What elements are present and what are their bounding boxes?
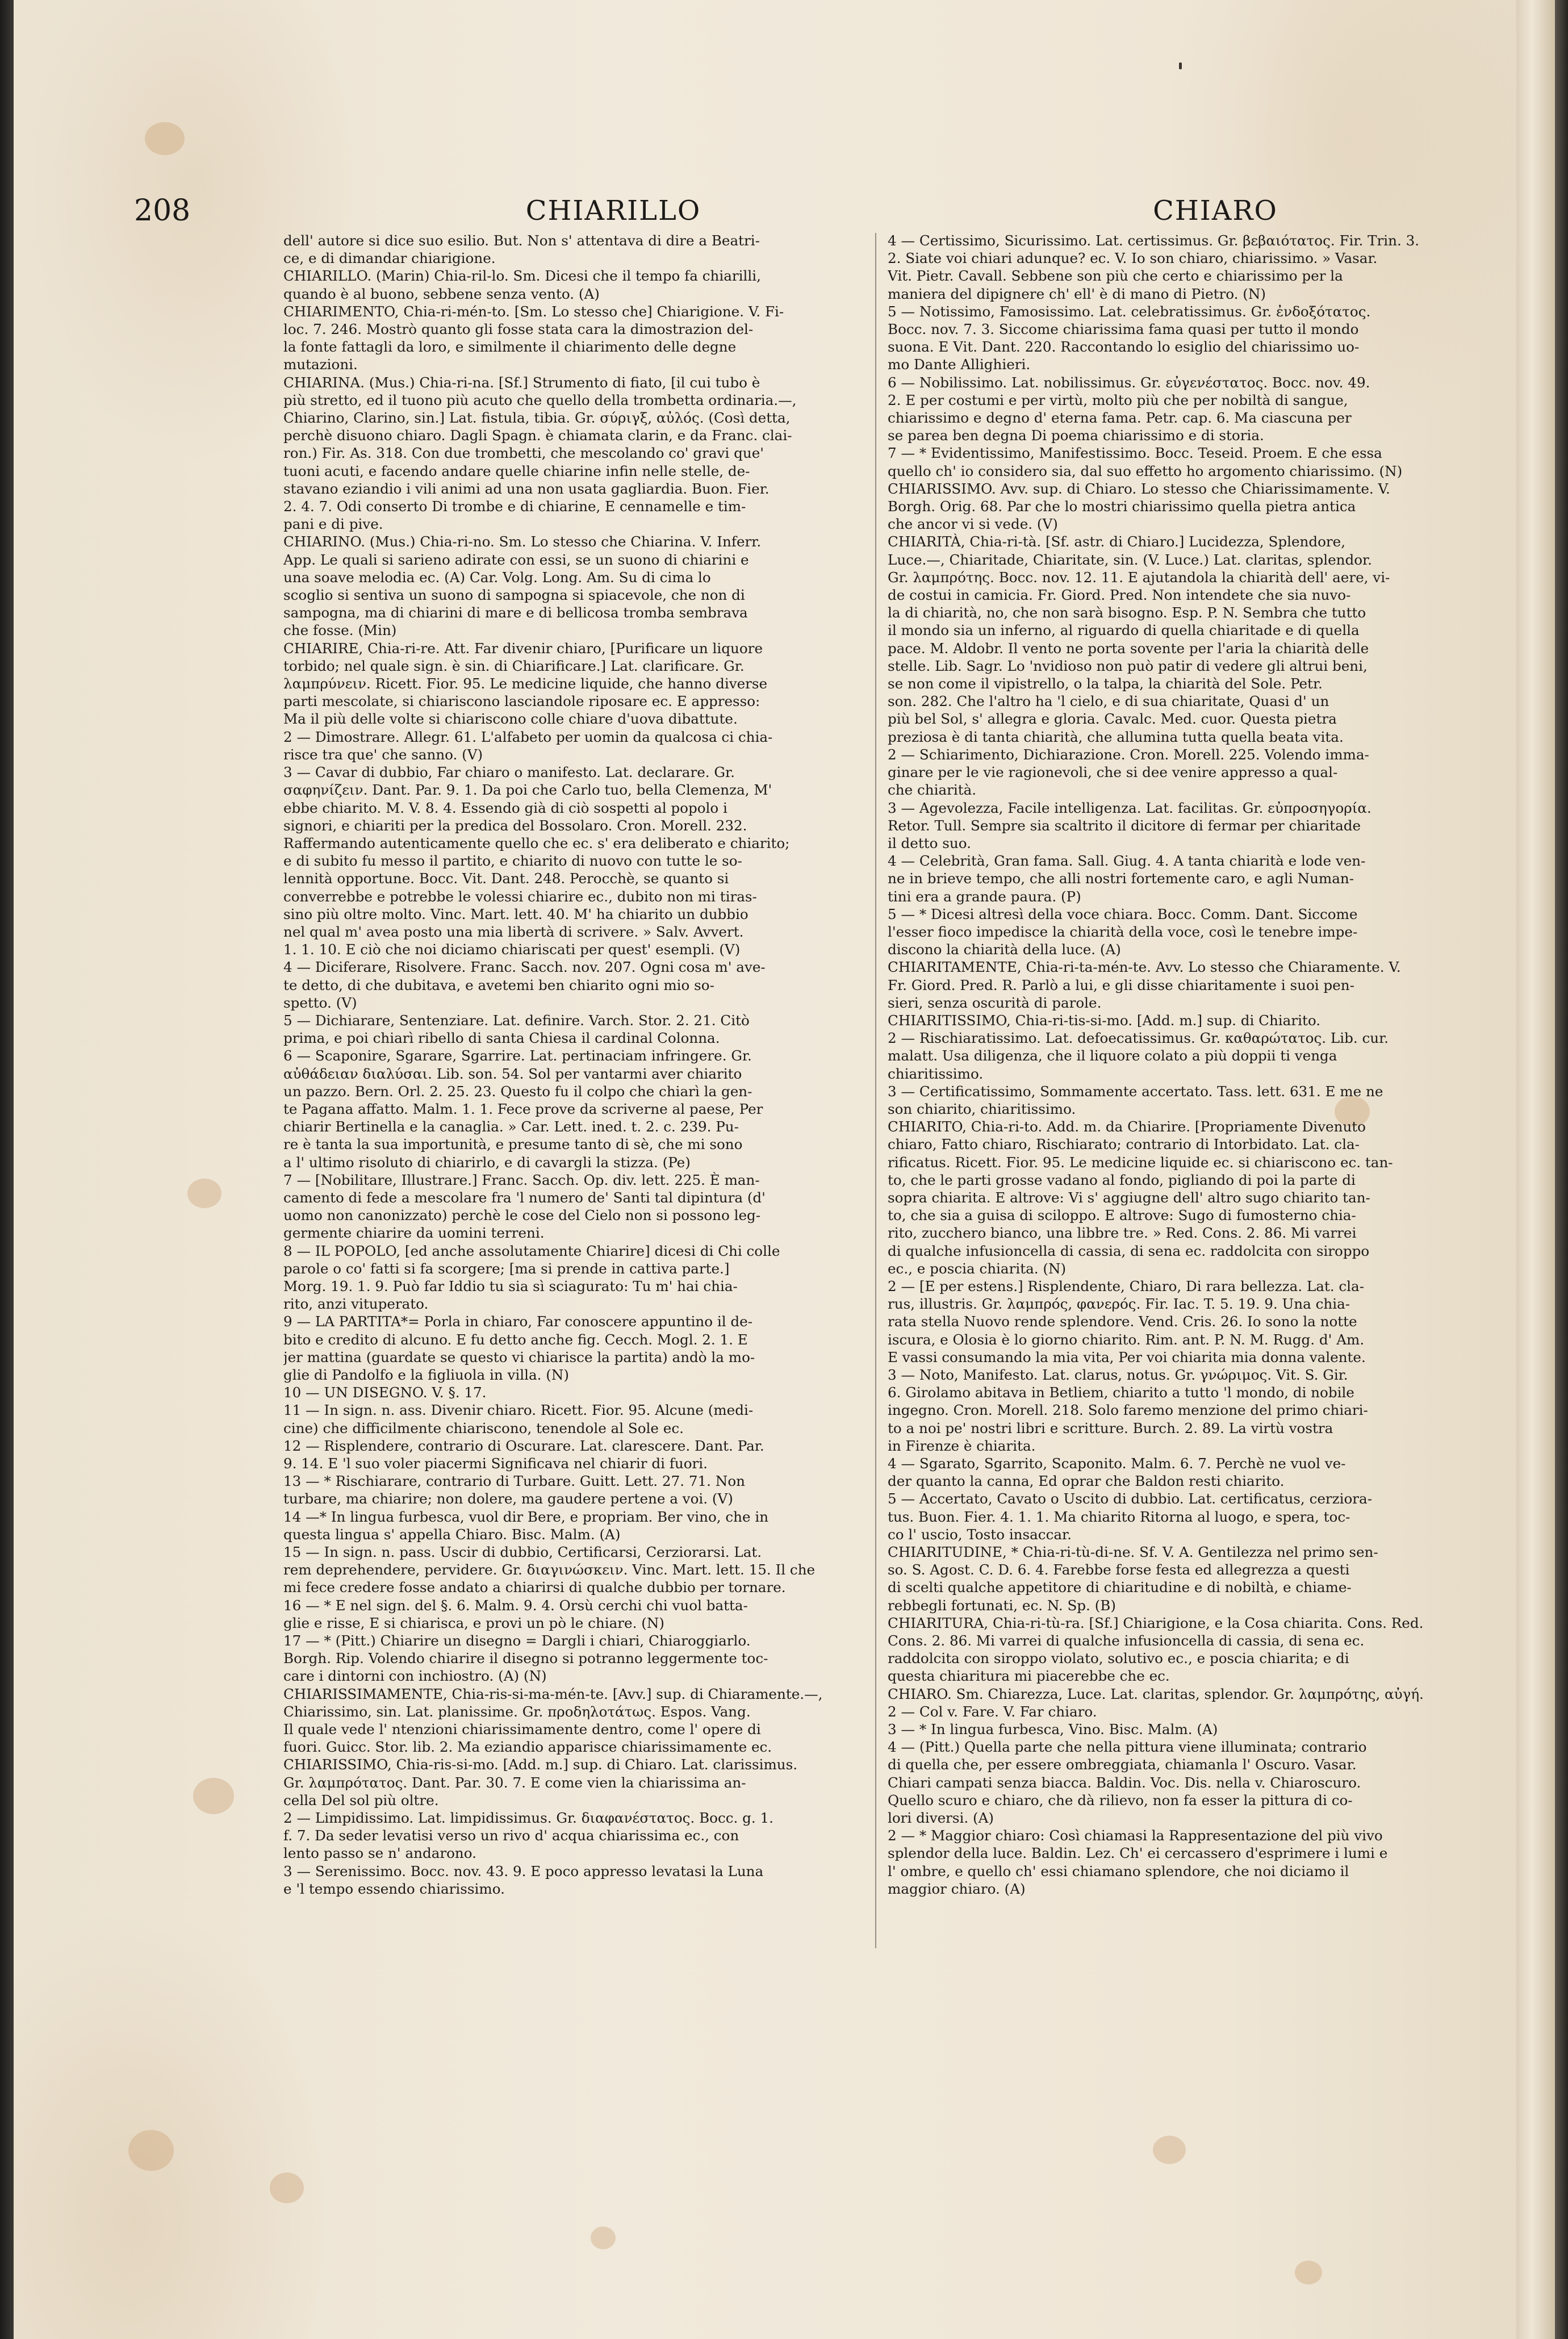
dictionary-text-line: 3 — * In lingua furbesca, Vino. Bisc. Malm. (A) (888, 1721, 1218, 1738)
dictionary-text-line: scoglio si sentiva un suono di sampogna si spiacevole, che non di (283, 587, 745, 604)
dictionary-text-line: 10 — UN DISEGNO. V. §. 17. (283, 1384, 487, 1401)
dictionary-text-line: mutazioni. (283, 356, 358, 373)
dictionary-text-line: 3 — Agevolezza, Facile intelligenza. Lat. facilitas. Gr. εὐπροσηγορία. (888, 799, 1372, 816)
dictionary-text-line: Luce.—, Chiaritade, Chiaritate, sin. (V. Luce.) Lat. claritas, splendor. (888, 551, 1372, 568)
dictionary-text-line: 2 — Schiarimento, Dichiarazione. Cron. Morell. 225. Volendo imma- (888, 746, 1369, 763)
dictionary-text-line: chiarissimo e degno d' eterna fama. Petr. cap. 6. Ma ciascuna per (888, 410, 1352, 427)
dictionary-text-line: Quello scuro e chiaro, che dà rilievo, non fa esser la pittura di co- (888, 1791, 1353, 1808)
dictionary-text-line: chiaritissimo. (888, 1065, 984, 1082)
dictionary-text-line: App. Le quali si sarieno adirate con essi, se un suono di chiarini e (283, 551, 749, 568)
dictionary-text-line: re è tanta la sua importunità, e presume tanto di sè, che mi sono (283, 1136, 743, 1153)
dictionary-text-line: 13 — * Rischiarare, contrario di Turbare. Guitt. Lett. 27. 71. Non (283, 1473, 745, 1490)
dictionary-text-line: 2. 4. 7. Odi conserto Di trombe e di chiarine, E cennamelle e tim- (283, 498, 746, 515)
foxing-spot (1153, 2136, 1186, 2164)
dictionary-text-line: Raffermando autenticamente quello che ec. s' era deliberato e chiarito; (283, 834, 790, 851)
dictionary-text-line: de costui in camicia. Fr. Giord. Pred. Non intendete che sia nuvo- (888, 587, 1351, 604)
dictionary-text-line: rificatus. Ricett. Fior. 95. Le medicine liquide ec. si chiariscono ec. tan- (888, 1154, 1393, 1171)
dictionary-text-line: 4 — Diciferare, Risolvere. Franc. Sacch. nov. 207. Ogni cosa m' ave- (283, 959, 766, 976)
dictionary-text-line: 2. E per costumi e per virtù, molto più che per nobiltà di sangue, (888, 391, 1348, 408)
dictionary-text-line: sopra chiarita. E altrove: Vi s' aggiugne dell' altro sugo chiarito tan- (888, 1189, 1370, 1206)
dictionary-text-line: Fr. Giord. Pred. R. Parlò a lui, e gli disse chiaritamente i suoi pen- (888, 976, 1354, 993)
foxing-spot (270, 2173, 304, 2203)
dictionary-headword-line: CHIARITISSIMO, Chia-ri-tis-si-mo. [Add. m.] sup. di Chiarito. (888, 1012, 1321, 1029)
dictionary-text-line: co l' uscio, Tosto insaccar. (888, 1526, 1072, 1543)
dictionary-text-line: Ma il più delle volte si chiariscono colle chiare d'uova dibattute. (283, 711, 738, 728)
dictionary-text-line: se non come il vipistrello, o la talpa, la chiarità del Sole. Petr. (888, 675, 1323, 692)
dictionary-text-line: to, che le parti grosse vadano al fondo, pigliando di poi la parte di (888, 1171, 1356, 1188)
running-head-right: CHIARO (1153, 195, 1278, 227)
dictionary-text-line: rebbegli fortunati, ec. N. Sp. (B) (888, 1597, 1116, 1614)
dictionary-text-line: 12 — Risplendere, contrario di Oscurare. Lat. clarescere. Dant. Par. (283, 1437, 764, 1454)
dictionary-text-line: jer mattina (guardate se questo vi chiarisce la partita) andò la mo- (283, 1348, 755, 1365)
dictionary-text-line: 17 — * (Pitt.) Chiarire un disegno = Dargli i chiari, Chiaroggiarlo. (283, 1632, 751, 1649)
dictionary-text-line: Bocc. nov. 7. 3. Siccome chiarissima fama quasi per tutto il mondo (888, 321, 1359, 338)
dictionary-text-line: una soave melodia ec. (A) Car. Volg. Long. Am. Su di cima lo (283, 569, 711, 586)
dictionary-text-line: questa chiaritura mi piacerebbe che ec. (888, 1668, 1170, 1685)
dictionary-text-line: sieri, senza oscurità di parole. (888, 994, 1102, 1011)
dictionary-text-line: 4 — (Pitt.) Quella parte che nella pittura viene illuminata; contrario (888, 1739, 1367, 1756)
dictionary-text-line: 5 — * Dicesi altresì della voce chiara. Bocc. Comm. Dant. Siccome (888, 905, 1358, 922)
dictionary-text-line: se parea ben degna Di poema chiarissimo e di storia. (888, 427, 1264, 444)
dictionary-text-line: ec., e poscia chiarita. (N) (888, 1260, 1067, 1277)
left-column (283, 232, 865, 1898)
dictionary-text-line: glie e risse, E si chiarisca, e provi un pò le chiare. (N) (283, 1614, 664, 1631)
dictionary-text-line: suona. E Vit. Dant. 220. Raccontando lo esiglio del chiarissimo uo- (888, 339, 1360, 356)
dictionary-text-line: maggior chiaro. (A) (888, 1880, 1026, 1897)
dictionary-text-line: spetto. (V) (283, 994, 357, 1011)
dictionary-headword-line: CHIARIRE, Chia-ri-re. Att. Far divenir chiaro, [Purificare un liquore (283, 640, 763, 657)
dictionary-text-line: 5 — Accertato, Cavato o Uscito di dubbio. Lat. certificatus, cerziora- (888, 1490, 1373, 1507)
dictionary-text-line: rata stella Nuovo rende splendore. Vend. Cris. 26. Io sono la notte (888, 1313, 1357, 1330)
dictionary-text-line: più stretto, ed il tuono più acuto che quello della trombetta ordinaria.—, (283, 391, 797, 408)
dictionary-text-line: 16 — * E nel sign. del §. 6. Malm. 9. 4. Orsù cerchi chi vuol batta- (283, 1597, 748, 1614)
dictionary-text-line: Chiarino, Clarino, sin.] Lat. fistula, tibia. Gr. σύριγξ, αὐλός. (Così detta, (283, 410, 791, 427)
dictionary-text-line: preziosa è di tanta chiarità, che allumina tutta quella beata vita. (888, 728, 1344, 745)
dictionary-text-line: parole o co' fatti si fa scorgere; [ma si prende in cattiva parte.] (283, 1260, 730, 1277)
dictionary-text-line: Borgh. Rip. Volendo chiarire il disegno si potranno leggermente toc- (283, 1650, 768, 1667)
dictionary-text-line: 7 — * Evidentissimo, Manifestissimo. Bocc. Teseid. Proem. E che essa (888, 445, 1382, 462)
dictionary-headword-line: CHIARILLO. (Marin) Chia-ril-lo. Sm. Dicesi che il tempo fa chiarilli, (283, 268, 761, 285)
column-divider (875, 233, 876, 1948)
dictionary-text-line: pace. M. Aldobr. Il vento ne porta sovente per l'aria la chiarità delle (888, 640, 1369, 657)
dictionary-headword-line: CHIARINA. (Mus.) Chia-ri-na. [Sf.] Strumento di fiato, [il cui tubo è (283, 374, 760, 391)
dictionary-text-line: lento passo se n' andarono. (283, 1845, 476, 1862)
dictionary-text-line: sampogna, ma di chiarini di mare e di bellicosa tromba sembrava (283, 604, 748, 621)
dictionary-text-line: 5 — Dichiarare, Sentenziare. Lat. definire. Varch. Stor. 2. 21. Citò (283, 1012, 750, 1029)
dictionary-text-line: e di subito fu messo il partito, e chiarito di nuovo con tutte le so- (283, 853, 742, 870)
dictionary-text-line: lennità opportune. Bocc. Vit. Dant. 248. Perocchè, se quanto si (283, 870, 729, 887)
dictionary-text-line: te Pagana affatto. Malm. 1. 1. Fece prove da scriverne al paese, Per (283, 1100, 763, 1117)
dictionary-text-line: 3 — Noto, Manifesto. Lat. clarus, notus. Gr. γνώριμος. Vit. S. Gir. (888, 1367, 1348, 1383)
dictionary-text-line: che fosse. (Min) (283, 622, 397, 639)
foxing-spot (1295, 2261, 1322, 2284)
dictionary-text-line: tini era a grande paura. (P) (888, 888, 1081, 905)
dictionary-text-line: 7 — [Nobilitare, Illustrare.] Franc. Sacch. Op. div. lett. 225. È man- (283, 1171, 760, 1188)
dictionary-text-line: λαμπρύνειν. Ricett. Fior. 95. Le medicine liquide, che hanno diverse (283, 675, 768, 692)
dictionary-text-line: rito, zucchero bianco, una libbre tre. » Red. Cons. 2. 86. Mi varrei (888, 1225, 1357, 1242)
dictionary-text-line: 6 — Nobilissimo. Lat. nobilissimus. Gr. εὐγενέστατος. Bocc. nov. 49. (888, 374, 1370, 391)
dictionary-text-line: raddolcita con siroppo violato, solutivo ec., e poscia chiarita; e di (888, 1650, 1349, 1667)
dictionary-text-line: 2 — Limpidissimo. Lat. limpidissimus. Gr. διαφανέστατος. Bocc. g. 1. (283, 1810, 774, 1827)
dictionary-text-line: 2 — [E per estens.] Risplendente, Chiaro, Di rara bellezza. Lat. cla- (888, 1277, 1364, 1294)
dictionary-text-line: Il quale vede l' ntenzioni chiarissimamente dentro, come l' opere di (283, 1721, 761, 1738)
dictionary-text-line: mi fece credere fosse andato a chiarirsi di qualche dubbio per tornare. (283, 1579, 786, 1596)
dictionary-text-line: germente chiarire da uomini terreni. (283, 1225, 545, 1242)
dictionary-text-line: loc. 7. 246. Mostrò quanto gli fosse stata cara la dimostrazion del- (283, 321, 754, 338)
foxing-spot (145, 122, 185, 155)
dictionary-text-line: sino più oltre molto. Vinc. Mart. lett. 40. M' ha chiarito un dubbio (283, 905, 749, 922)
dictionary-text-line: stavano eziandio i vili animi ad una non usata gagliardia. Buon. Fier. (283, 480, 770, 497)
dictionary-text-line: e 'l tempo essendo chiarissimo. (283, 1880, 505, 1897)
background-edge (1555, 0, 1568, 2339)
dictionary-text-line: risce tra que' che sanno. (V) (283, 746, 483, 763)
dictionary-text-line: l' ombre, e quello ch' essi chiamano splendore, che noi diciamo il (888, 1862, 1349, 1879)
dictionary-text-line: f. 7. Da seder levatisi verso un rivo d' acqua chiarissima ec., con (283, 1827, 739, 1844)
dictionary-text-line: splendor della luce. Baldin. Lez. Ch' ei cercassero d'esprimere i lumi e (888, 1845, 1388, 1862)
dictionary-text-line: perchè disuono chiaro. Dagli Spagn. è chiamata clarin, e da Franc. clai- (283, 427, 792, 444)
dictionary-text-line: torbido; nel quale sign. è sin. di Chiarificare.] Lat. clarificare. Gr. (283, 657, 745, 674)
dictionary-text-line: bito e credito di alcuno. E fu detto anche fig. Cecch. Mogl. 2. 1. E (283, 1331, 748, 1348)
dictionary-text-line: αὐθάδειαν διαλύσαι. Lib. son. 54. Sol per vantarmi aver chiarito (283, 1065, 742, 1082)
dictionary-text-line: ebbe chiarito. M. V. 8. 4. Essendo già di ciò sospetti al popolo i (283, 799, 727, 816)
foxing-spot (193, 1778, 234, 1814)
dictionary-text-line: 14 —* In lingua furbesca, vuol dir Bere, e propriam. Ber vino, che in (283, 1508, 769, 1525)
dictionary-text-line: 2 — * Maggior chiaro: Così chiamasi la Rappresentazione del più vivo (888, 1827, 1383, 1844)
dictionary-text-line: iscura, e Olosia è lo giorno chiarito. Rim. ant. P. N. M. Rugg. d' Am. (888, 1331, 1365, 1348)
dictionary-headword-line: CHIARISSIMO, Chia-ris-si-mo. [Add. m.] sup. di Chiaro. Lat. clarissimus. (283, 1756, 798, 1773)
dictionary-headword-line: CHIARINO. (Mus.) Chia-ri-no. Sm. Lo stesso che Chiarina. V. Inferr. (283, 533, 762, 550)
dictionary-text-line: 2. Siate voi chiari adunque? ec. V. Io son chiaro, chiarissimo. » Vasar. (888, 250, 1378, 267)
dictionary-text-line: stelle. Lib. Sagr. Lo 'nvidioso non può patir di vedere gli altrui beni, (888, 657, 1368, 674)
dictionary-text-line: cella Del sol più oltre. (283, 1791, 439, 1808)
dictionary-text-line: ron.) Fir. As. 318. Con due trombetti, che mescolando co' gravi que' (283, 445, 764, 462)
dictionary-text-line: ginare per le vie ragionevoli, che si dee venire appresso a qual- (888, 764, 1338, 781)
dictionary-text-line: care i dintorni con inchiostro. (A) (N) (283, 1668, 547, 1685)
dictionary-text-line: 4 — Certissimo, Sicurissimo. Lat. certissimus. Gr. βεβαιότατος. Fir. Trin. 3. (888, 232, 1420, 249)
foxing-spot (128, 2130, 174, 2171)
dictionary-text-line: camento di fede a mescolare fra 'l numero de' Santi tal dipintura (d' (283, 1189, 766, 1206)
dictionary-text-line: glie di Pandolfo e la figliuola in villa. (N) (283, 1367, 569, 1383)
dictionary-text-line: turbare, ma chiarire; non dolere, ma gaudere pertene a voi. (V) (283, 1490, 733, 1507)
dictionary-text-line: quello ch' io considero sia, dal suo effetto ho argomento chiarissimo. (N) (888, 462, 1403, 479)
running-head-left: CHIARILLO (525, 195, 701, 227)
dictionary-text-line: Gr. λαμπρότης. Bocc. nov. 12. 11. E ajutandola la chiarità dell' aere, vi- (888, 569, 1390, 586)
dictionary-headword-line: CHIARO. Sm. Chiarezza, Luce. Lat. claritas, splendor. Gr. λαμπρότης, αὐγή. (888, 1685, 1424, 1702)
dictionary-text-line: so. S. Agost. C. D. 6. 4. Farebbe forse festa ed allegrezza a questi (888, 1561, 1350, 1578)
dictionary-text-line: rem deprehendere, pervidere. Gr. διαγινώσκειν. Vinc. Mart. lett. 15. Il che (283, 1561, 816, 1578)
dictionary-text-line: Retor. Tull. Sempre sia scaltrito il dicitore di fermar per chiaritade (888, 817, 1361, 834)
binding-edge (0, 0, 14, 2339)
dictionary-text-line: to a noi pe' nostri libri e scritture. Burch. 2. 89. La virtù vostra (888, 1419, 1333, 1436)
dictionary-text-line: parti mescolate, si chiariscono lasciandole riposare ec. E appresso: (283, 693, 760, 710)
dictionary-text-line: fuori. Guicc. Stor. lib. 2. Ma eziandio apparisce chiarissimamente ec. (283, 1739, 772, 1756)
dictionary-text-line: quando è al buono, sebbene senza vento. (A) (283, 285, 600, 302)
dictionary-text-line: to, che sia a guisa di sciloppo. E altrove: Sugo di fumosterno chia- (888, 1207, 1356, 1224)
dictionary-text-line: σαφηνίζειν. Dant. Par. 9. 1. Da poi che Carlo tuo, bella Clemenza, M' (283, 782, 772, 799)
dictionary-text-line: chiarir Bertinella e la canaglia. » Car. Lett. ined. t. 2. c. 239. Pu- (283, 1118, 739, 1135)
dictionary-text-line: signori, e chiariti per la predica del Bossolaro. Cron. Morell. 232. (283, 817, 747, 834)
dictionary-text-line: te detto, di che dubitava, e avetemi ben chiarito ogni mio so- (283, 976, 714, 993)
dictionary-text-line: 6 — Scaponire, Sgarare, Sgarrire. Lat. pertinaciam infringere. Gr. (283, 1047, 752, 1064)
dictionary-text-line: 8 — IL POPOLO, [ed anche assolutamente Chiarire] dicesi di Chi colle (283, 1242, 780, 1259)
foxing-spot (591, 2227, 616, 2249)
dictionary-text-line: son chiarito, chiaritissimo. (888, 1100, 1076, 1117)
dictionary-text-line: E vassi consumando la mia vita, Per voi chiarita mia donna valente. (888, 1348, 1366, 1365)
dictionary-text-line: 9 — LA PARTITA*= Porla in chiaro, Far conoscere appuntino il de- (283, 1313, 753, 1330)
dictionary-text-line: 4 — Celebrità, Gran fama. Sall. Giug. 4. A tanta chiarità e lode ven- (888, 853, 1366, 870)
dictionary-text-line: Vit. Pietr. Cavall. Sebbene son più che certo e chiarissimo per la (888, 268, 1343, 285)
dictionary-text-line: cine) che difficilmente chiariscono, tenendole al Sole ec. (283, 1419, 684, 1436)
dictionary-text-line: dell' autore si dice suo esilio. But. Non s' attentava di dire a Beatri- (283, 232, 760, 249)
dictionary-text-line: son. 282. Che l'altro ha 'l cielo, e di sua chiaritate, Quasi d' un (888, 693, 1329, 710)
dictionary-headword-line: CHIARITO, Chia-ri-to. Add. m. da Chiarire. [Propriamente Divenuto (888, 1118, 1366, 1135)
dictionary-text-line: 2 — Dimostrare. Allegr. 61. L'alfabeto per uomin da qualcosa ci chia- (283, 728, 773, 745)
right-column (888, 232, 1481, 1898)
dictionary-text-line: 2 — Col v. Fare. V. Far chiaro. (888, 1703, 1097, 1720)
page-number: 208 (134, 194, 191, 228)
dictionary-text-line: maniera del dipignere ch' ell' è di mano di Pietro. (N) (888, 285, 1266, 302)
dictionary-text-line: la fonte fattagli da loro, e similmente il chiarimento delle degne (283, 339, 737, 356)
dictionary-text-line: un pazzo. Bern. Orl. 2. 25. 23. Questo fu il colpo che chiarì la gen- (283, 1083, 752, 1100)
dictionary-text-line: 6. Girolamo abitava in Betliem, chiarito a tutto 'l mondo, di nobile (888, 1384, 1354, 1401)
dictionary-text-line: rus, illustris. Gr. λαμπρός, φανερός. Fir. Iac. T. 5. 19. 9. Una chia- (888, 1296, 1350, 1313)
dictionary-headword-line: CHIARITAMENTE, Chia-ri-ta-mén-te. Avv. Lo stesso che Chiaramente. V. (888, 959, 1401, 976)
dictionary-text-line: ingegno. Cron. Morell. 218. Solo faremo menzione del primo chiari- (888, 1402, 1368, 1419)
dictionary-text-line: 11 — In sign. n. ass. Divenir chiaro. Ricett. Fior. 95. Alcune (medi- (283, 1402, 754, 1419)
foxing-spot (187, 1179, 221, 1208)
dictionary-text-line: 5 — Notissimo, Famosissimo. Lat. celebratissimus. Gr. ἐνδοξότατος. (888, 303, 1371, 320)
dictionary-text-line: il detto suo. (888, 834, 971, 851)
dictionary-headword-line: CHIARITÀ, Chia-ri-tà. [Sf. astr. di Chiaro.] Lucidezza, Splendore, (888, 533, 1346, 550)
dictionary-text-line: 1. 1. 10. E ciò che noi diciamo chiariscati per quest' esempli. (V) (283, 941, 741, 958)
dictionary-text-line: 15 — In sign. n. pass. Uscir di dubbio, Certificarsi, Cerziorarsi. Lat. (283, 1544, 762, 1561)
dictionary-headword-line: CHIARIMENTO, Chia-ri-mén-to. [Sm. Lo stesso che] Chiarigione. V. Fi- (283, 303, 784, 320)
dictionary-text-line: l'esser fioco impedisce la chiarità della voce, così le tenebre impe- (888, 923, 1358, 940)
next-page-edge (1516, 0, 1555, 2339)
dictionary-text-line: di quella che, per essere ombreggiata, chiamanla l' Oscuro. Vasar. (888, 1756, 1357, 1773)
dictionary-text-line: la di chiarità, no, che non sarà bisogno. Esp. P. N. Sembra che tutto (888, 604, 1366, 621)
dictionary-headword-line: CHIARISSIMAMENTE, Chia-ris-si-ma-mén-te. [Avv.] sup. di Chiaramente.—, (283, 1685, 823, 1702)
dictionary-text-line: 9. 14. E 'l suo voler piacermi Significava nel chiarir di fuori. (283, 1455, 708, 1472)
dictionary-headword-line: CHIARITURA, Chia-ri-tù-ra. [Sf.] Chiarigione, e la Cosa chiarita. Cons. Red. (888, 1614, 1424, 1631)
dictionary-text-line: tuoni acuti, e facendo andare quelle chiarine infin nelle stelle, de- (283, 462, 750, 479)
dictionary-text-line: discono la chiarità della luce. (A) (888, 941, 1121, 958)
dictionary-text-line: Chiari campati senza biacca. Baldin. Voc. Dis. nella v. Chiaroscuro. (888, 1774, 1361, 1791)
dictionary-text-line: 3 — Certificatissimo, Sommamente accertato. Tass. lett. 631. E me ne (888, 1083, 1383, 1100)
dictionary-text-line: questa lingua s' appella Chiaro. Bisc. Malm. (A) (283, 1526, 621, 1543)
dictionary-text-line: più bel Sol, s' allegra e gloria. Cavalc. Med. cuor. Questa pietra (888, 711, 1337, 728)
dictionary-headword-line: CHIARISSIMO. Avv. sup. di Chiaro. Lo stesso che Chiarissimamente. V. (888, 480, 1390, 497)
dictionary-text-line: di scelti qualche appetitore di chiaritudine e di nobiltà, e chiame- (888, 1579, 1352, 1596)
dictionary-text-line: Gr. λαμπρότατος. Dant. Par. 30. 7. E come vien la chiarissima an- (283, 1774, 746, 1791)
dictionary-text-line: che ancor vi si vede. (V) (888, 516, 1058, 533)
dictionary-text-line: Morg. 19. 1. 9. Può far Iddio tu sia sì sciagurato: Tu m' hai chia- (283, 1277, 738, 1294)
dictionary-text-line: ne in brieve tempo, che alli nostri fortemente caro, e agli Numan- (888, 870, 1354, 887)
dictionary-text-line: uomo non canonizzato) perchè le cose del Cielo non si possono leg- (283, 1207, 761, 1224)
dictionary-text-line: in Firenze è chiarita. (888, 1437, 1036, 1454)
dictionary-text-line: a l' ultimo risoluto di chiarirlo, e di cavargli la stizza. (Pe) (283, 1154, 691, 1171)
dictionary-text-line: 4 — Sgarato, Sgarrito, Scaponito. Malm. 6. 7. Perchè ne vuol ve- (888, 1455, 1346, 1472)
dictionary-text-line: lori diversi. (A) (888, 1810, 994, 1827)
dictionary-text-line: che chiarità. (888, 782, 977, 799)
dictionary-text-line: prima, e poi chiarì ribello di santa Chiesa il cardinal Colonna. (283, 1030, 720, 1047)
dictionary-text-line: malatt. Usa diligenza, che il liquore colato a più doppii ti venga (888, 1047, 1337, 1064)
dictionary-text-line: 3 — Serenissimo. Bocc. nov. 43. 9. E poco appresso levatasi la Luna (283, 1862, 764, 1879)
ink-speck (1179, 62, 1182, 69)
dictionary-text-line: Borgh. Orig. 68. Par che lo mostri chiarissimo quella pietra antica (888, 498, 1356, 515)
dictionary-text-line: mo Dante Allighieri. (888, 356, 1031, 373)
dictionary-text-line: ce, e di dimandar chiarigione. (283, 250, 496, 267)
dictionary-text-line: 2 — Rischiaratissimo. Lat. defoecatissimus. Gr. καθαρώτατος. Lib. cur. (888, 1030, 1389, 1047)
dictionary-headword-line: CHIARITUDINE, * Chia-ri-tù-di-ne. Sf. V. A. Gentilezza nel primo sen- (888, 1544, 1378, 1561)
dictionary-text-line: converrebbe e potrebbe le volessi chiarire ec., dubito non mi tiras- (283, 888, 757, 905)
dictionary-text-line: Chiarissimo, sin. Lat. planissime. Gr. προδηλοτάτως. Espos. Vang. (283, 1703, 751, 1720)
dictionary-text-line: pani e di pive. (283, 516, 383, 533)
dictionary-text-line: tus. Buon. Fier. 4. 1. 1. Ma chiarito Ritorna al luogo, e spera, toc- (888, 1508, 1350, 1525)
dictionary-text-line: der quanto la canna, Ed oprar che Baldon resti chiarito. (888, 1473, 1285, 1490)
dictionary-text-line: il mondo sia un inferno, al riguardo di quella chiaritade e di quella (888, 622, 1360, 639)
dictionary-text-line: chiaro, Fatto chiaro, Rischiarato; contrario di Intorbidato. Lat. cla- (888, 1136, 1360, 1153)
dictionary-text-line: rito, anzi vituperato. (283, 1296, 429, 1313)
dictionary-text-line: Cons. 2. 86. Mi varrei di qualche infusioncella di cassia, di sena ec. (888, 1632, 1365, 1649)
dictionary-text-line: di qualche infusioncella di cassia, di sena ec. raddolcita con siroppo (888, 1242, 1370, 1259)
dictionary-text-line: nel qual m' avea posto una mia libertà di scrivere. » Salv. Avvert. (283, 923, 744, 940)
dictionary-text-line: 3 — Cavar di dubbio, Far chiaro o manifesto. Lat. declarare. Gr. (283, 764, 735, 781)
